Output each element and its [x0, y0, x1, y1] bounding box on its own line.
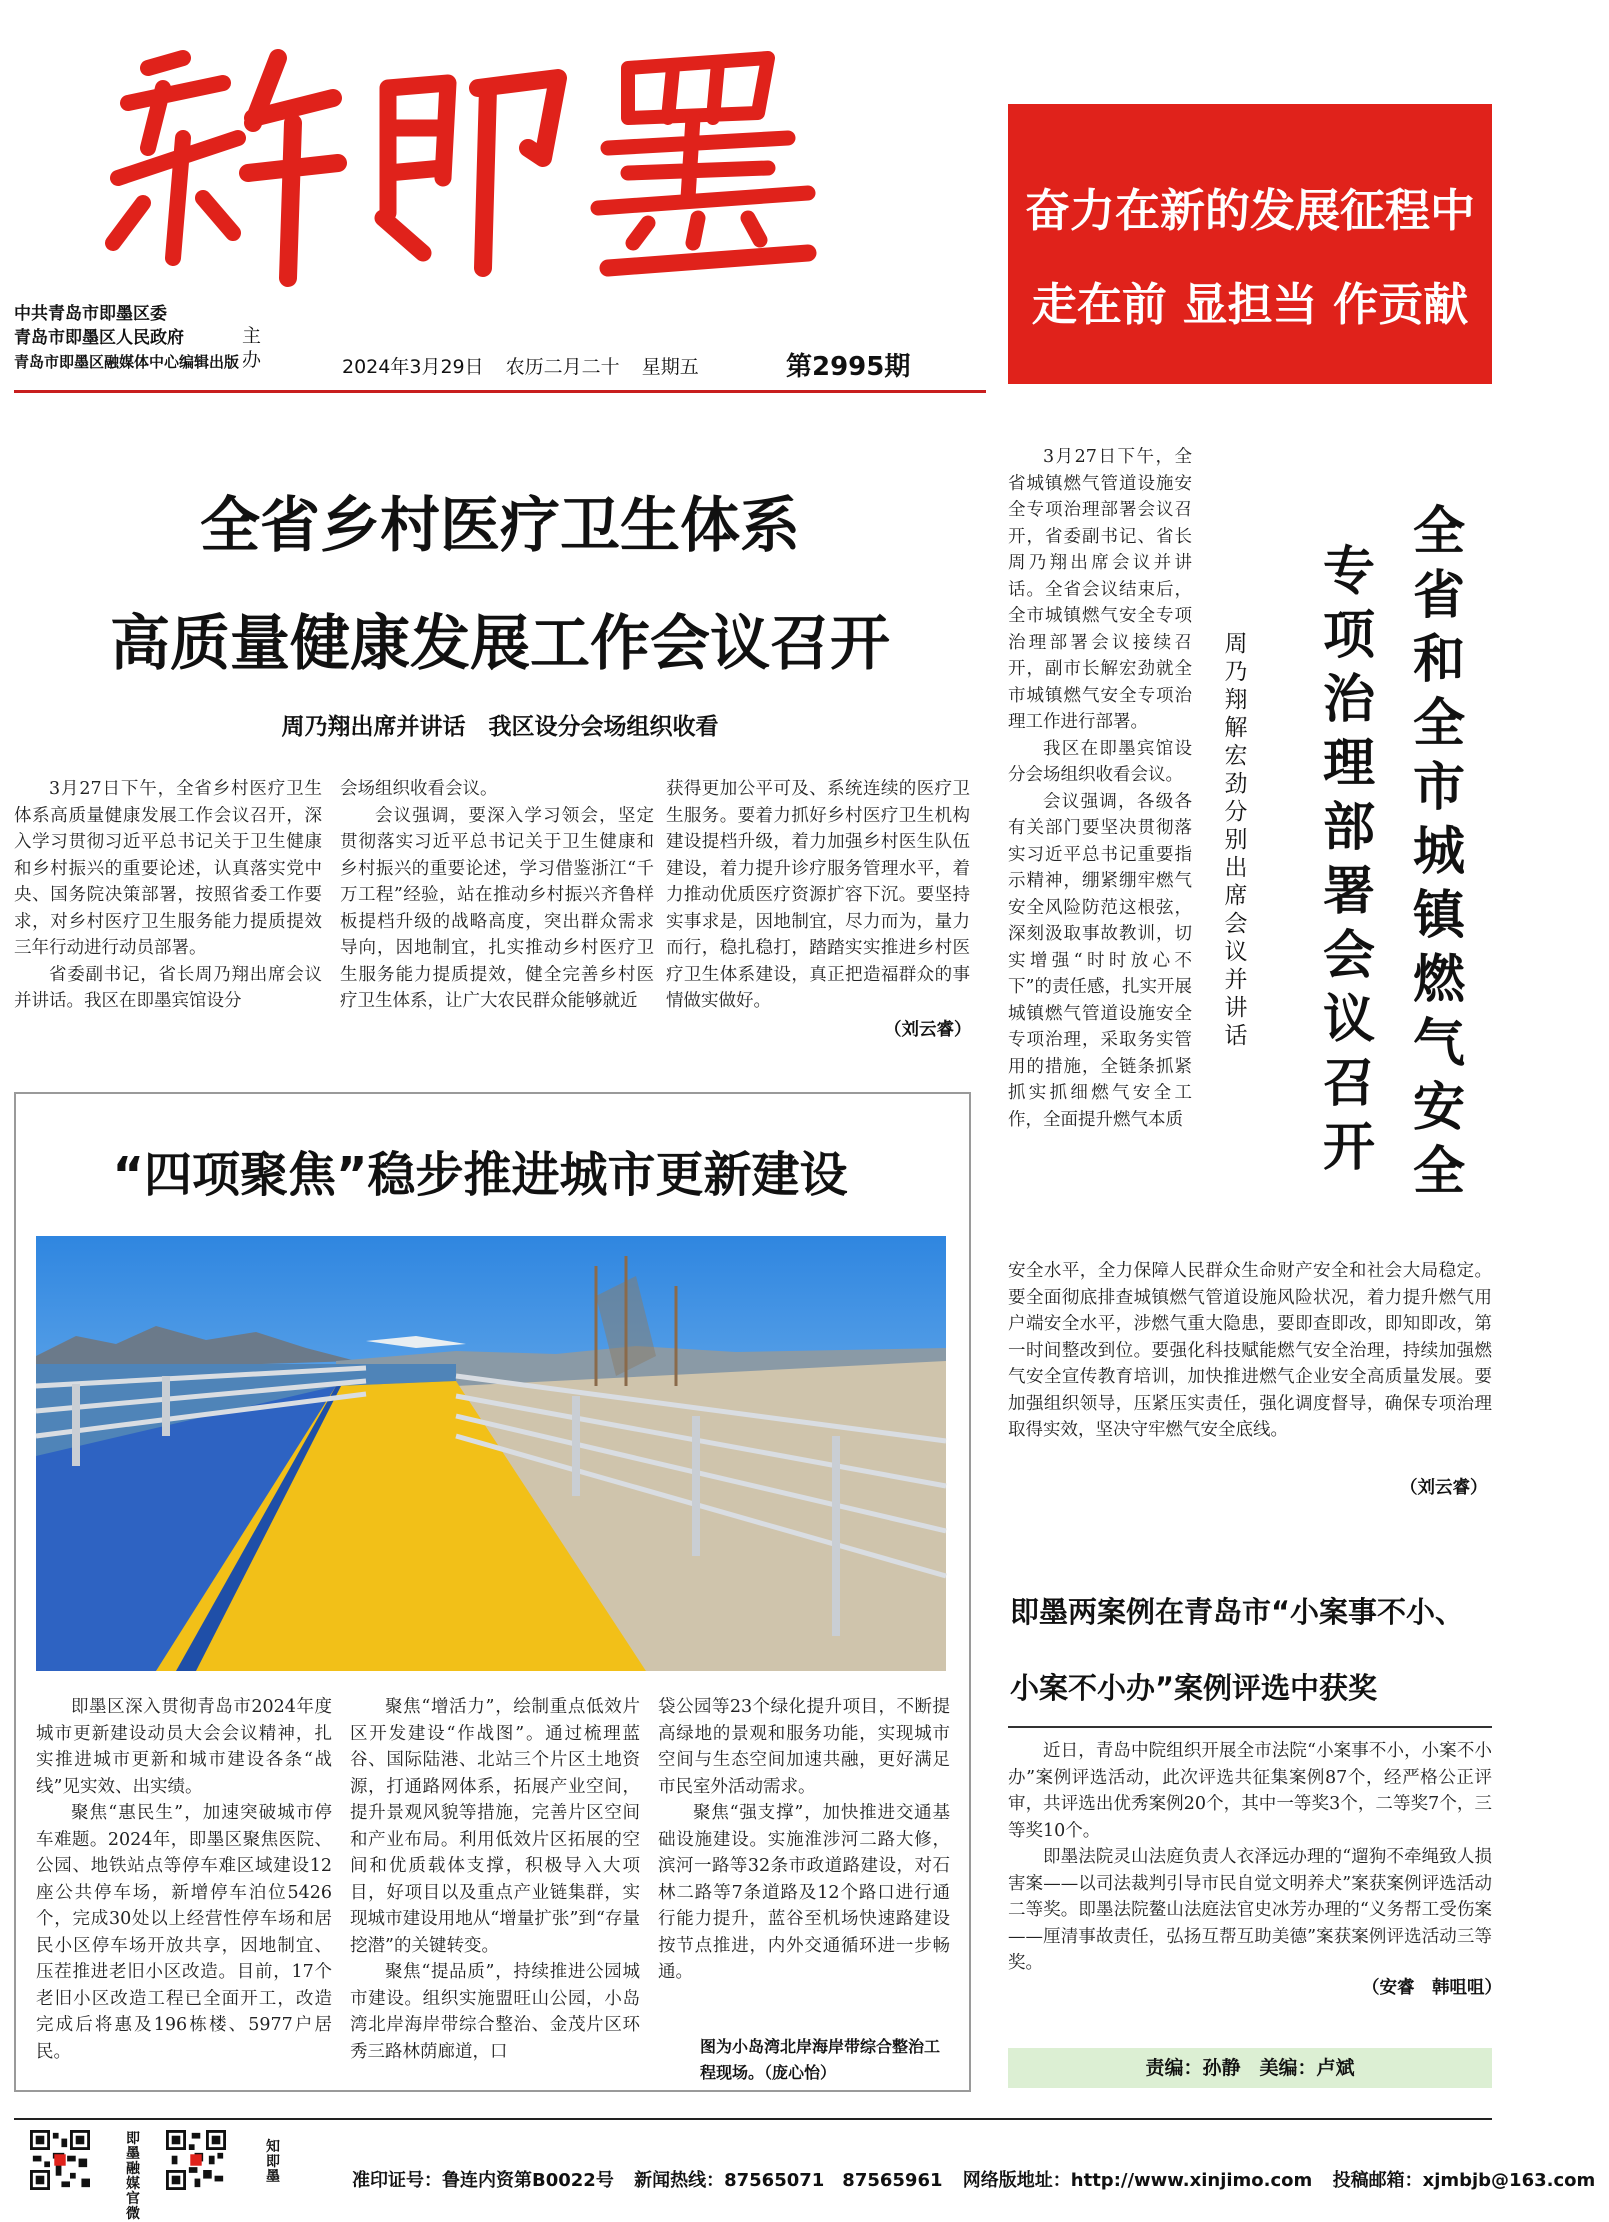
court-cases-text: [1008, 1738, 1492, 1977]
print-permit: 准印证号：鲁连内资第B0022号: [352, 2170, 614, 2191]
lead-headline-line-1: 全省乡村医疗卫生体系: [200, 491, 800, 561]
qr-code-icon[interactable]: [166, 2130, 226, 2190]
qr-code-icon[interactable]: [30, 2130, 90, 2190]
vertical-headline-col-1: 全省和全市城镇燃气安全: [1412, 502, 1465, 1202]
feature-column-3: [658, 1694, 950, 1986]
coastal-greenway-photo: [36, 1236, 946, 1671]
court-cases-credit: （安睿 韩咀咀）: [1362, 1978, 1502, 1998]
photo-caption-text: 图为小岛湾北岸海岸带综合整治工程现场。: [700, 2037, 941, 2082]
gas-safety-narrow-column: [1008, 444, 1192, 1133]
qr-1-label: 即墨融媒官微: [126, 2131, 140, 2222]
photo-credit: （庞心怡）: [764, 2063, 837, 2082]
vertical-headline-col-2: 专项治理部署会议召开: [1322, 542, 1375, 1178]
paragraph: 省委副书记，省长周乃翔出席会议并讲话。我区在即墨宾馆设分: [14, 964, 322, 1011]
sponsor-block: [14, 302, 262, 374]
paragraph: 聚焦“提品质”，持续推进公园城市建设。组织实施盟旺山公园，小岛湾北岸海岸带综合整治、金茂片区环秀三路林荫廊道，口: [350, 1962, 640, 2062]
headline-rule: [1008, 1726, 1492, 1728]
lunar-date: 农历二月二十: [505, 356, 620, 378]
photo-caption: [700, 2034, 950, 2086]
editors-bar: 责编：孙静 美编：卢斌: [1008, 2048, 1492, 2088]
paragraph: 3月27日下午，全省乡村医疗卫生体系高质量健康发展工作会议召开，深入学习贯彻习近平总书记关于卫生健康和乡村振兴的重要论述，认真落实党中央、国务院决策部署，按照省委工作要求，对乡村医疗卫生服务能力提质提效三年行动进行动员部署。: [14, 779, 322, 958]
slogan-line-1: 奋力在新的发展征程中: [1024, 184, 1475, 237]
gas-safety-vertical-subhead: 周乃翔 解宏劲分别出席会议并讲话: [1224, 631, 1271, 1049]
date: 2024年3月29日: [342, 356, 484, 378]
paragraph: 安全水平，全力保障人民群众生命财产安全和社会大局稳定。要全面彻底排查城镇燃气管道设施风险状况，着力提升燃气用户端安全水平，涉燃气重大隐患，要即查即改，即知即改，第一时间整改到位。要强化科技赋能燃气安全治理，持续加强燃气安全宣传教育培训，加快推进燃气企业安全高质量发展。要加强组织领导，压紧压实责任，强化调度督导，确保专项治理取得实效，坚决守牢燃气安全底线。: [1008, 1261, 1492, 1440]
paragraph: 我区在即墨宾馆设分会场组织收看会议。: [1008, 738, 1192, 785]
weekday: 星期五: [641, 356, 699, 378]
paragraph: 获得更加公平可及、系统连续的医疗卫生服务。要着力抓好乡村医疗卫生机构建设提档升级，着力加强乡村医生队伍建设，着力提升诊疗服务管理水平，着力推动优质医疗资源扩容下沉。要坚持实事求是，因地制宜，尽力而为，量力而行，稳扎稳打，踏踏实实推进乡村医疗卫生体系建设，真正把造福群众的事情做实做好。: [666, 779, 970, 1011]
paragraph: 会场组织收看会议。: [340, 779, 498, 799]
sponsor-line-1: 中共青岛市即墨区委: [14, 304, 167, 324]
footer-rule: [14, 2118, 1492, 2120]
footer-info: [352, 2166, 1609, 2192]
paragraph: 袋公园等23个绿化提升项目，不断提高绿地的景观和服务功能，实现城市空间与生态空间加速共融，更好满足市民室外活动需求。: [658, 1697, 950, 1797]
news-hotline: 新闻热线：87565071 87565961: [634, 2170, 943, 2191]
gas-safety-vertical-headline: [1290, 500, 1490, 1200]
paragraph: 即墨法院灵山法庭负责人衣泽远办理的“遛狗不牵绳致人损害案——以司法裁判引导市民自觉文明养犬”案获案例评选活动二等奖。即墨法院鳌山法庭法官史冰芳办理的“义务帮工受伤案——厘清事故责任，弘扬互帮互助美德”案获案例评选活动三等奖。: [1008, 1847, 1492, 1973]
feature-column-2: [350, 1694, 640, 2065]
gas-safety-credit: （刘云睿）: [1400, 1478, 1488, 1498]
paragraph: 会议强调，要深入学习领会，坚定贯彻落实习近平总书记关于卫生健康和乡村振兴的重要论述，学习借鉴浙江“千万工程”经验，站在推动乡村振兴齐鲁样板提档升级的战略高度，突出群众需求导向，因地制宜，扎实推动乡村医疗卫生服务能力提质提效，健全完善乡村医疗卫生体系，让广大农民群众能够就近: [340, 805, 654, 1011]
sponsor-line-2: 青岛市即墨区人民政府: [14, 328, 184, 348]
paragraph: 近日，青岛中院组织开展全市法院“小案事不小，小案不小办”案例评选活动，此次评选共征集案例87个，经严格公正评审，共评选出优秀案例20个，其中一等奖3个，二等奖7个，三等奖10个。: [1008, 1741, 1492, 1841]
paragraph: 3月27日下午，全省城镇燃气管道设施安全专项治理部署会议召开，省委副书记、省长周乃翔出席会议并讲话。全省会议结束后，全市城镇燃气安全专项治理部署会议接续召开，副市长解宏劲就全市城镇燃气安全专项治理工作进行部署。: [1008, 447, 1192, 732]
slogan-banner: [1008, 104, 1492, 384]
paragraph: 聚焦“强支撑”，加快推进交通基础设施建设。实施淮涉河二路大修，滨河一路等32条市政道路建设，对石林二路等7条道路及12个路口进行通行能力提升，蓝谷至机场快速路建设按节点推进，内外交通循环进一步畅通。: [658, 1803, 950, 1982]
lead-story-column-3: [666, 776, 970, 1015]
date-line: [342, 352, 715, 379]
lead-story-column-1: [14, 776, 322, 1015]
paragraph: 即墨区深入贯彻青岛市2024年度城市更新建设动员大会会议精神，扎实推进城市更新和城市建设各条“战线”见实效、出实绩。: [36, 1697, 332, 1797]
paragraph: 聚焦“惠民生”，加速突破城市停车难题。2024年，即墨区聚焦医院、公园、地铁站点等停车难区域建设12座公共停车场，新增停车泊位5426个，完成30处以上经营性停车场和居民小区停车场开放共享，因地制宜、压茬推进老旧小区改造。目前，17个老旧小区改造工程已全面开工，改造完成后将惠及196栋楼、5977户居民。: [36, 1803, 332, 2062]
feature-column-1: [36, 1694, 332, 2065]
slogan-line-2: 走在前 显担当 作贡献: [1031, 278, 1469, 331]
host-label: 主办: [242, 325, 262, 371]
website-link[interactable]: 网络版地址：http://www.xinjimo.com: [962, 2170, 1313, 2191]
gas-safety-wide-text: [1008, 1258, 1492, 1444]
feature-headline: “四项聚焦”稳步推进城市更新建设: [112, 1147, 848, 1203]
court-cases-headline-line-1: 即墨两案例在青岛市“小案事不小、: [1010, 1595, 1465, 1629]
court-cases-headline-line-2: 小案不小办”案例评选中获奖: [1010, 1671, 1378, 1705]
issue-number: 第2995期: [786, 352, 911, 382]
lead-story-column-2: [340, 776, 654, 1015]
publisher: 青岛市即墨区融媒体中心编辑出版: [14, 353, 240, 371]
lead-story-credit: （刘云睿）: [884, 1020, 972, 1040]
lead-subheadline: 周乃翔出席并讲话 我区设分会场组织收看: [281, 713, 719, 740]
masthead-rule: [14, 390, 986, 393]
submission-email[interactable]: 投稿邮箱：xjmbjb@163.com: [1332, 2170, 1596, 2191]
qr-2-label: 知即墨: [266, 2139, 280, 2185]
lead-headline-line-2: 高质量健康发展工作会议召开: [110, 609, 890, 679]
masthead-calligraphy-logo: [88, 28, 848, 298]
paragraph: 会议强调，各级各有关部门要坚决贯彻落实习近平总书记重要指示精神，绷紧绷牢燃气安全风险防范这根弦，深刻汲取事故教训，切实增强“时时放心不下”的责任感，扎实开展城镇燃气管道设施安全专项治理，采取务实管用的措施，全链条抓紧抓实抓细燃气安全工作，全面提升燃气本质: [1008, 791, 1192, 1130]
paragraph: 聚焦“增活力”，绘制重点低效片区开发建设“作战图”。通过梳理蓝谷、国际陆港、北站三个片区土地资源，打通路网体系，拓展产业空间，提升景观风貌等措施，完善片区空间和产业布局。利用低效片区拓展的空间和优质载体支撑，积极导入大项目，好项目以及重点产业链集群，实现城市建设用地从“增量扩张”到“存量挖潜”的关键转变。: [350, 1697, 640, 1956]
